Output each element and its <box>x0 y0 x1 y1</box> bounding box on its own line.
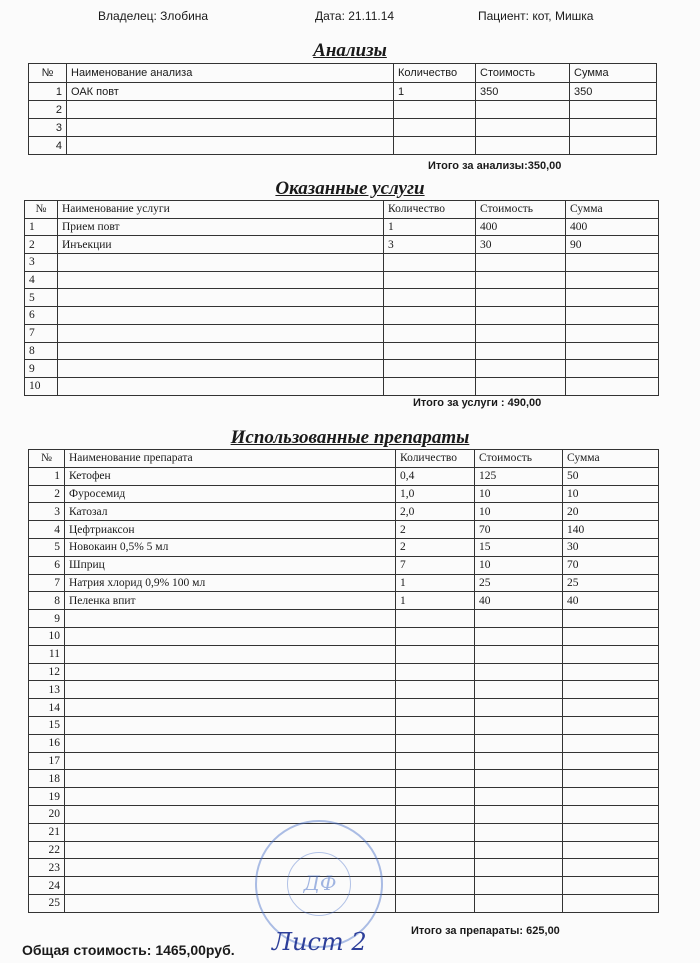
service-cell <box>384 254 476 272</box>
drug-cell <box>396 841 475 859</box>
drug-cell: 17 <box>29 752 65 770</box>
analysis-cell <box>67 137 394 155</box>
service-cell <box>384 307 476 325</box>
drug-cell <box>65 752 396 770</box>
drug-cell <box>396 752 475 770</box>
header-owner: Владелец: Злобина <box>98 9 209 23</box>
drug-cell: 3 <box>29 503 65 521</box>
analysis-col-header: Наименование анализа <box>67 64 394 83</box>
drug-row <box>29 574 659 592</box>
drug-cell <box>396 877 475 895</box>
service-cell <box>58 342 384 360</box>
analyses-table <box>28 63 657 155</box>
drugs-total: Итого за препараты: 625,00 <box>411 925 560 937</box>
drug-col-header: Наименование препарата <box>65 450 396 468</box>
drug-cell: 1 <box>396 574 475 592</box>
drug-cell: 2 <box>396 521 475 539</box>
drug-cell: 19 <box>29 788 65 806</box>
drug-cell <box>563 823 659 841</box>
drug-cell <box>396 859 475 877</box>
service-cell <box>476 377 566 395</box>
service-cell: 5 <box>25 289 58 307</box>
drug-cell: 6 <box>29 556 65 574</box>
analysis-cell <box>394 119 476 137</box>
service-row <box>25 377 659 395</box>
drug-cell <box>475 752 563 770</box>
service-cell <box>58 289 384 307</box>
drug-cell: 1,0 <box>396 485 475 503</box>
drug-cell <box>65 699 396 717</box>
drug-cell <box>396 645 475 663</box>
drug-cell <box>563 841 659 859</box>
drug-cell <box>396 805 475 823</box>
service-cell <box>384 360 476 378</box>
drug-cell <box>563 734 659 752</box>
analysis-cell <box>476 137 570 155</box>
service-row <box>25 307 659 325</box>
service-cell <box>476 307 566 325</box>
drug-cell: 140 <box>563 521 659 539</box>
analysis-col-header: Сумма <box>570 64 657 83</box>
drug-row <box>29 556 659 574</box>
drug-row <box>29 485 659 503</box>
grand-total: Общая стоимость: 1465,00руб. <box>22 942 235 958</box>
drug-cell <box>563 627 659 645</box>
drug-row <box>29 538 659 556</box>
drug-row <box>29 805 659 823</box>
drug-cell: 24 <box>29 877 65 895</box>
drug-col-header: Стоимость <box>475 450 563 468</box>
drug-cell: 7 <box>396 556 475 574</box>
analysis-cell <box>570 101 657 119</box>
services-header-row <box>25 201 659 219</box>
drug-cell: 30 <box>563 538 659 556</box>
drug-cell <box>475 610 563 628</box>
service-cell: Прием повт <box>58 218 384 236</box>
drug-cell <box>563 877 659 895</box>
drug-row <box>29 521 659 539</box>
drug-cell: Пеленка впит <box>65 592 396 610</box>
drug-cell <box>65 627 396 645</box>
drug-cell: 15 <box>475 538 563 556</box>
drug-cell: 7 <box>29 574 65 592</box>
drug-cell <box>65 734 396 752</box>
analysis-col-header: Стоимость <box>476 64 570 83</box>
drug-cell <box>65 645 396 663</box>
drug-cell: 11 <box>29 645 65 663</box>
drug-cell: 0,4 <box>396 467 475 485</box>
analysis-col-header: № <box>29 64 67 83</box>
drug-cell: 2 <box>29 485 65 503</box>
drug-cell <box>475 627 563 645</box>
drug-cell <box>396 894 475 912</box>
service-row <box>25 218 659 236</box>
drug-cell <box>396 610 475 628</box>
analysis-cell: 2 <box>29 101 67 119</box>
drug-cell <box>396 788 475 806</box>
drug-cell <box>65 770 396 788</box>
drug-cell <box>475 841 563 859</box>
drug-cell: 20 <box>29 805 65 823</box>
drug-cell: 10 <box>563 485 659 503</box>
service-row <box>25 271 659 289</box>
analysis-cell <box>570 137 657 155</box>
drug-cell: 4 <box>29 521 65 539</box>
analysis-cell <box>476 119 570 137</box>
drug-cell <box>475 823 563 841</box>
drug-cell: 1 <box>396 592 475 610</box>
drug-cell <box>475 699 563 717</box>
service-cell <box>476 342 566 360</box>
drug-cell <box>65 805 396 823</box>
analysis-col-header: Количество <box>394 64 476 83</box>
service-cell <box>566 271 659 289</box>
analyses-total: Итого за анализы:350,00 <box>428 160 562 172</box>
drug-cell <box>65 610 396 628</box>
drug-cell <box>475 805 563 823</box>
drug-cell <box>396 716 475 734</box>
drug-cell <box>475 645 563 663</box>
service-cell: 3 <box>25 254 58 272</box>
service-cell <box>476 271 566 289</box>
analysis-cell <box>67 119 394 137</box>
service-cell: 400 <box>566 218 659 236</box>
drug-cell: 13 <box>29 681 65 699</box>
analysis-cell: 1 <box>394 83 476 101</box>
drug-cell: 40 <box>563 592 659 610</box>
drug-cell: 25 <box>563 574 659 592</box>
drug-col-header: № <box>29 450 65 468</box>
drug-cell <box>475 681 563 699</box>
service-cell <box>566 360 659 378</box>
drug-row <box>29 627 659 645</box>
drug-cell <box>396 699 475 717</box>
service-cell: 1 <box>25 218 58 236</box>
drug-cell: 70 <box>563 556 659 574</box>
drug-cell <box>563 716 659 734</box>
service-col-header: Стоимость <box>476 201 566 219</box>
drug-cell: 22 <box>29 841 65 859</box>
drug-cell <box>475 716 563 734</box>
drug-cell: 25 <box>475 574 563 592</box>
drug-row <box>29 645 659 663</box>
service-cell <box>566 307 659 325</box>
drug-cell <box>563 770 659 788</box>
service-cell <box>384 271 476 289</box>
services-total: Итого за услуги : 490,00 <box>413 397 542 409</box>
service-row <box>25 324 659 342</box>
drug-cell <box>563 894 659 912</box>
service-cell: 7 <box>25 324 58 342</box>
analysis-cell: 350 <box>570 83 657 101</box>
drug-cell: 10 <box>475 503 563 521</box>
service-cell <box>384 342 476 360</box>
drug-row <box>29 788 659 806</box>
analyses-header-row <box>29 64 657 83</box>
service-cell <box>384 324 476 342</box>
service-cell <box>566 254 659 272</box>
drug-cell: 10 <box>475 485 563 503</box>
drug-cell: Катозал <box>65 503 396 521</box>
service-row <box>25 236 659 254</box>
header-date: Дата: 21.11.14 <box>315 9 395 23</box>
service-row <box>25 342 659 360</box>
drug-cell <box>475 770 563 788</box>
drug-cell: 20 <box>563 503 659 521</box>
analysis-cell: 3 <box>29 119 67 137</box>
service-cell: 1 <box>384 218 476 236</box>
drug-cell <box>563 788 659 806</box>
drug-cell <box>563 859 659 877</box>
drug-cell <box>396 681 475 699</box>
service-row <box>25 289 659 307</box>
service-cell: 2 <box>25 236 58 254</box>
service-cell: 6 <box>25 307 58 325</box>
drug-row <box>29 610 659 628</box>
drug-cell <box>475 859 563 877</box>
drug-col-header: Сумма <box>563 450 659 468</box>
drugs-title: Использованные препараты <box>230 427 470 448</box>
service-cell <box>58 307 384 325</box>
drug-cell: 5 <box>29 538 65 556</box>
service-cell: 90 <box>566 236 659 254</box>
service-cell <box>58 360 384 378</box>
drug-cell <box>475 877 563 895</box>
services-title: Оказанные услуги <box>275 178 425 199</box>
drug-row <box>29 734 659 752</box>
drug-row <box>29 503 659 521</box>
analysis-cell <box>570 119 657 137</box>
drug-row <box>29 663 659 681</box>
header-patient: Пациент: кот, Мишка <box>478 9 594 23</box>
drug-row <box>29 699 659 717</box>
service-cell <box>58 254 384 272</box>
drug-cell: 23 <box>29 859 65 877</box>
drug-cell: 8 <box>29 592 65 610</box>
drug-cell: Натрия хлорид 0,9% 100 мл <box>65 574 396 592</box>
drug-cell <box>65 788 396 806</box>
service-cell <box>566 289 659 307</box>
service-row <box>25 254 659 272</box>
drug-cell <box>396 770 475 788</box>
service-cell: 9 <box>25 360 58 378</box>
service-cell <box>58 324 384 342</box>
service-cell <box>58 271 384 289</box>
drug-cell: Новокаин 0,5% 5 мл <box>65 538 396 556</box>
stamp-monogram: ДФ <box>303 871 337 895</box>
drug-cell <box>563 699 659 717</box>
service-cell: 3 <box>384 236 476 254</box>
analysis-cell: 1 <box>29 83 67 101</box>
drug-cell: 10 <box>475 556 563 574</box>
drug-cell: 16 <box>29 734 65 752</box>
analysis-cell <box>394 101 476 119</box>
service-cell: 4 <box>25 271 58 289</box>
drug-cell <box>475 734 563 752</box>
drug-cell <box>563 663 659 681</box>
drug-cell: 2,0 <box>396 503 475 521</box>
analysis-cell: 350 <box>476 83 570 101</box>
service-col-header: № <box>25 201 58 219</box>
analysis-row <box>29 137 657 155</box>
drug-cell <box>65 663 396 681</box>
drug-cell: 2 <box>396 538 475 556</box>
analysis-cell <box>476 101 570 119</box>
drug-row <box>29 716 659 734</box>
drug-cell: 18 <box>29 770 65 788</box>
drug-cell <box>396 823 475 841</box>
service-cell <box>384 289 476 307</box>
service-cell <box>476 289 566 307</box>
drug-cell <box>475 788 563 806</box>
analysis-cell: 4 <box>29 137 67 155</box>
drug-row <box>29 752 659 770</box>
drug-cell <box>563 610 659 628</box>
service-cell <box>58 377 384 395</box>
drug-cell: 50 <box>563 467 659 485</box>
service-cell: 10 <box>25 377 58 395</box>
service-col-header: Сумма <box>566 201 659 219</box>
analysis-cell <box>67 101 394 119</box>
service-cell <box>476 254 566 272</box>
analysis-row <box>29 119 657 137</box>
service-cell <box>476 360 566 378</box>
drug-cell <box>563 645 659 663</box>
drug-cell: 9 <box>29 610 65 628</box>
service-cell <box>476 324 566 342</box>
service-cell: 8 <box>25 342 58 360</box>
drug-row <box>29 770 659 788</box>
drug-cell: 15 <box>29 716 65 734</box>
drug-row <box>29 681 659 699</box>
drug-cell <box>563 681 659 699</box>
service-col-header: Количество <box>384 201 476 219</box>
service-cell <box>566 342 659 360</box>
drug-cell: Шприц <box>65 556 396 574</box>
drug-cell: Кетофен <box>65 467 396 485</box>
drug-cell: 70 <box>475 521 563 539</box>
drug-cell: Фуросемид <box>65 485 396 503</box>
service-cell <box>566 377 659 395</box>
drug-cell <box>396 663 475 681</box>
drug-cell: 14 <box>29 699 65 717</box>
analyses-title: Анализы <box>313 40 387 61</box>
analysis-cell: ОАК повт <box>67 83 394 101</box>
service-cell <box>566 324 659 342</box>
drug-cell: 10 <box>29 627 65 645</box>
drug-cell <box>396 627 475 645</box>
analysis-row <box>29 101 657 119</box>
analysis-cell <box>394 137 476 155</box>
drug-cell: 21 <box>29 823 65 841</box>
services-table <box>24 200 659 396</box>
drug-row <box>29 592 659 610</box>
drug-cell <box>65 681 396 699</box>
drugs-header-row <box>29 450 659 468</box>
handwritten-signature: Лист 2 <box>272 928 367 956</box>
drug-cell: 125 <box>475 467 563 485</box>
service-cell: Инъекции <box>58 236 384 254</box>
drug-cell <box>65 716 396 734</box>
service-row <box>25 360 659 378</box>
analysis-row <box>29 83 657 101</box>
service-cell: 400 <box>476 218 566 236</box>
drug-row <box>29 467 659 485</box>
drug-cell: 12 <box>29 663 65 681</box>
drug-col-header: Количество <box>396 450 475 468</box>
drug-cell <box>563 752 659 770</box>
drug-cell: 1 <box>29 467 65 485</box>
drug-cell: Цефтриаксон <box>65 521 396 539</box>
drug-cell: 40 <box>475 592 563 610</box>
service-col-header: Наименование услуги <box>58 201 384 219</box>
drug-cell <box>396 734 475 752</box>
drug-cell <box>475 663 563 681</box>
drug-cell <box>563 805 659 823</box>
service-cell <box>384 377 476 395</box>
service-cell: 30 <box>476 236 566 254</box>
drug-cell: 25 <box>29 894 65 912</box>
drug-cell <box>475 894 563 912</box>
